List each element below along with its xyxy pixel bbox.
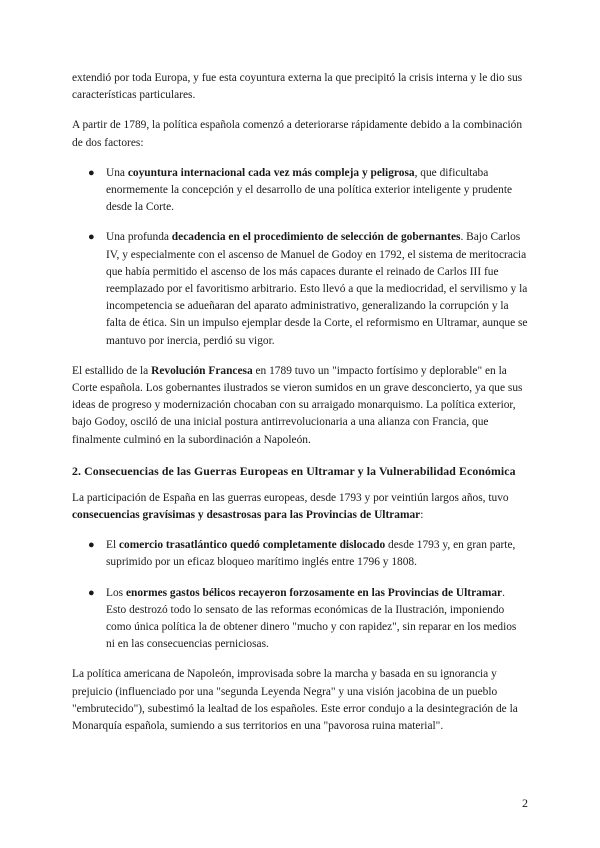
- page-number: 2: [522, 796, 528, 810]
- document-page: [72, 70, 528, 748]
- list-item: [72, 229, 528, 349]
- paragraph-text-bold: Revolución Francesa: [151, 364, 253, 377]
- list-item-text-bold: enormes gastos bélicos recayeron forzosamente en las Provincias de Ultramar: [125, 586, 503, 599]
- consequences-list: [72, 537, 528, 653]
- bullet-icon: ●: [88, 586, 95, 599]
- paragraph-text-bold: consecuencias gravísimas y desastrosas para las Provincias de Ultramar: [72, 509, 421, 522]
- list-item-text-pre: El: [106, 539, 119, 552]
- list-item: [72, 585, 528, 654]
- paragraph-text-post: en 1789 tuvo un "impacto fortísimo y deplorable" en la Corte española. Los gobernantes ilustrados se vieron sumidos en un grave desconcierto, ya que sus ideas de progreso y modernización chocaban con su arraigado monarquismo. La política exterior, bajo Godoy, osciló de una inicial postura antirrevolucionaria a una alianza con Francia, que finalmente culminó en la subordinación a Napoleón.: [72, 364, 523, 446]
- list-item-text-post: desde 1793 y, en gran parte, suprimido por un eficaz bloqueo marítimo inglés entre 1796 y 1808.: [106, 539, 516, 569]
- list-item: [72, 165, 528, 217]
- bullet-icon: ●: [88, 166, 95, 179]
- paragraph-intro-continuation: extendió por toda Europa, y fue esta coyuntura externa la que precipitó la crisis interna y le dio sus características particulares.: [72, 72, 523, 102]
- list-item-text-post: . Bajo Carlos IV, y especialmente con el ascenso de Manuel de Godoy en 1792, el sistema de meritocracia que había permitido el ascenso de los más capaces durante el reinado de Carlos III fue reemplazado por el favoritismo arbitrario. Esto llevó a que la mediocridad, el servilismo y la incompetencia se adueñaran del aparato administrativo, generalizando la corrupción y la falta de ética. Sin un impulso ejemplar desde la Corte, el reformismo en Ultramar, aunque se mantuvo por inercia, perdió su vigor.: [106, 231, 528, 347]
- list-item: [72, 537, 528, 571]
- list-item-text-bold: decadencia en el procedimiento de selección de gobernantes: [171, 231, 461, 244]
- list-item-text-bold: comercio trasatlántico quedó completamente dislocado: [118, 539, 386, 552]
- paragraph-factors-intro: A partir de 1789, la política española comenzó a deteriorarse rápidamente debido a la combinación de dos factores:: [72, 119, 523, 149]
- paragraph-text-pre: La participación de España en las guerras europeas, desde 1793 y por veintiún largos años, tuvo: [72, 491, 509, 504]
- section-heading: 2. Consecuencias de las Guerras Europeas en Ultramar y la Vulnerabilidad Económica: [72, 463, 516, 478]
- paragraph-text-post: :: [420, 509, 424, 522]
- list-item-text-post: , que dificultaba enormemente la concepción y el desarrollo de una política exterior inteligente y prudente desde la Corte.: [106, 166, 513, 214]
- factors-list: [72, 165, 528, 350]
- bullet-icon: ●: [88, 231, 95, 244]
- list-item-text-post: . Esto destrozó todo lo sensato de las reformas económicas de la Ilustración, imponiendo como única política la de obtener dinero "mucho y con rapidez", sin reparar en los medios ni en las consecuencias perniciosas.: [106, 586, 517, 651]
- list-item-text-pre: Una: [106, 166, 128, 179]
- list-item-text-pre: Una profunda: [106, 231, 172, 244]
- paragraph-text-pre: El estallido de la: [72, 364, 152, 377]
- bullet-icon: ●: [88, 539, 95, 552]
- paragraph-napoleon-policy: La política americana de Napoleón, improvisada sobre la marcha y basada en su ignorancia y prejuicio (influenciado por una "segunda Leyenda Negra" y una visión jacobina de un pueblo "embrutecido"), subestimó la lealtad de los españoles. Este error condujo a la desintegración de la Monarquía española, sumiendo a sus territorios en una "pavorosa ruina material".: [72, 668, 518, 733]
- list-item-text-pre: Los: [106, 586, 126, 599]
- paragraph-french-revolution: [72, 363, 528, 449]
- paragraph-war-consequences: [72, 490, 528, 524]
- list-item-text-bold: coyuntura internacional cada vez más compleja y peligrosa: [127, 166, 415, 179]
